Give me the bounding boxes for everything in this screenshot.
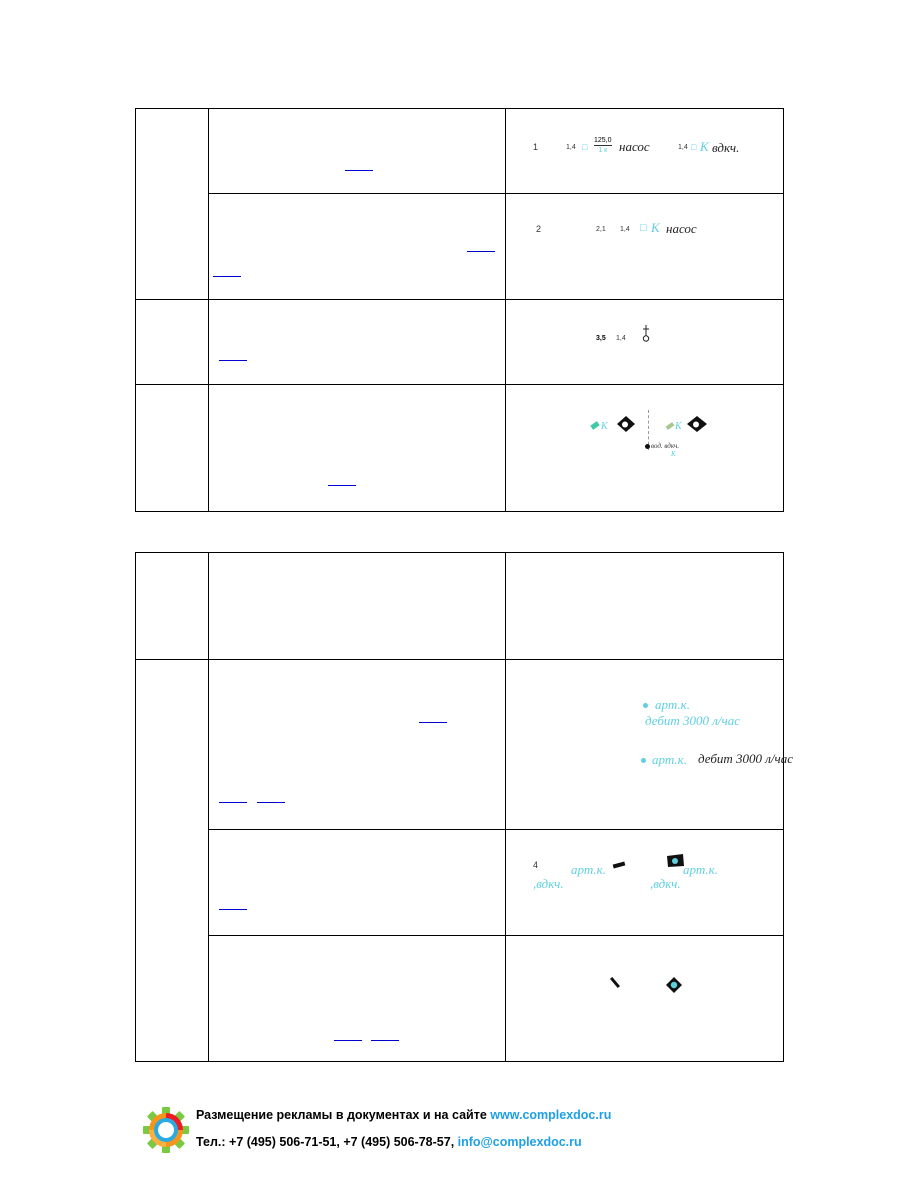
description-cell xyxy=(209,300,506,385)
label-debit: дебит 3000 л/час xyxy=(645,713,741,728)
spring-symbol-icon xyxy=(613,862,626,869)
description-cell xyxy=(209,936,506,1062)
figure-cell xyxy=(506,194,784,300)
number-cell xyxy=(136,553,209,660)
dot-icon xyxy=(641,758,646,763)
label-vdkch: вдкч. xyxy=(712,140,740,155)
reference-link[interactable] xyxy=(371,1040,399,1041)
figure-value: 3,5 xyxy=(596,335,606,342)
well-symbol-icon xyxy=(641,325,651,343)
label-k: К xyxy=(675,421,682,432)
gear-logo-icon xyxy=(142,1106,190,1154)
number-cell xyxy=(136,660,209,1062)
figure-cell xyxy=(506,936,784,1062)
spring-symbol-icon xyxy=(610,977,620,988)
table-row xyxy=(136,194,784,300)
figure-cell xyxy=(506,553,784,660)
figure-number: 1 xyxy=(533,142,539,152)
label-k: К xyxy=(651,220,660,235)
number-cell xyxy=(136,109,209,300)
label-art-k: арт.к. xyxy=(655,697,690,712)
figure-value: 2,1 xyxy=(596,226,606,233)
site-link[interactable]: www.complexdoc.ru xyxy=(490,1108,612,1122)
footer-phone-text: Тел.: +7 (495) 506-71-51, +7 (495) 506-78-57, xyxy=(196,1135,458,1149)
label-k: К xyxy=(671,450,676,458)
label-pump: насос xyxy=(619,139,650,154)
footer-line-1 xyxy=(196,1108,611,1122)
description-cell xyxy=(209,109,506,194)
figure-cell xyxy=(506,109,784,194)
figure-value: 1,4 xyxy=(566,144,576,151)
reference-link[interactable] xyxy=(219,909,247,910)
figure-number: 4 xyxy=(533,860,539,870)
dot-icon xyxy=(645,444,650,449)
number-cell xyxy=(136,385,209,512)
table-row xyxy=(136,660,784,830)
table-row xyxy=(136,109,784,194)
footer-ad-text: Размещение рекламы в документах и на сайте xyxy=(196,1108,491,1122)
label-art-k: арт.к. xyxy=(652,752,687,767)
figure-cell xyxy=(506,830,784,936)
figure-value: 1,4 xyxy=(616,335,626,342)
reference-link[interactable] xyxy=(219,802,247,803)
table-row xyxy=(136,553,784,660)
table-row xyxy=(136,936,784,1062)
table-row xyxy=(136,385,784,512)
description-cell xyxy=(209,194,506,300)
square-symbol-icon: □ xyxy=(691,142,697,152)
spring-diamond-icon xyxy=(686,415,708,433)
table-row xyxy=(136,830,784,936)
reference-link[interactable] xyxy=(345,170,373,171)
figure-cell xyxy=(506,300,784,385)
label-k: К xyxy=(700,139,709,154)
reference-link[interactable] xyxy=(257,802,285,803)
reference-link[interactable] xyxy=(328,485,356,486)
number-cell xyxy=(136,300,209,385)
reference-link[interactable] xyxy=(219,360,247,361)
advertising-footer xyxy=(140,1103,660,1163)
description-cell xyxy=(209,660,506,830)
label-water-vdkch: вод. вдкч. xyxy=(651,442,680,450)
reference-link[interactable] xyxy=(419,722,447,723)
square-symbol-icon: □ xyxy=(582,142,588,152)
table-row xyxy=(136,300,784,385)
fraction-bottom: 1 к xyxy=(598,147,608,154)
symbols-table-2 xyxy=(135,552,794,1062)
figure-value: 1,4 xyxy=(620,226,630,233)
figure-number: 2 xyxy=(536,224,542,234)
fraction xyxy=(594,136,612,155)
description-cell xyxy=(209,830,506,936)
label-pump: насос xyxy=(666,221,697,236)
label-art-k: арт.к. xyxy=(683,862,718,877)
reference-link[interactable] xyxy=(467,251,495,252)
label-art-k: арт.к. xyxy=(571,862,606,877)
fraction-top: 125,0 xyxy=(594,137,612,144)
spring-diamond-icon xyxy=(616,415,636,433)
spring-square-icon xyxy=(665,854,685,868)
description-cell xyxy=(209,553,506,660)
email-link[interactable]: info@complexdoc.ru xyxy=(457,1135,582,1149)
reference-link[interactable] xyxy=(334,1040,362,1041)
description-cell xyxy=(209,385,506,512)
label-debit: ,вдкч. xyxy=(650,876,681,891)
figure-cell xyxy=(506,385,784,512)
label-vdkch: дебит 3000 л/час xyxy=(698,751,794,766)
footer-line-2 xyxy=(196,1135,582,1149)
reference-link[interactable] xyxy=(213,276,241,277)
figure-cell xyxy=(506,660,794,830)
spring-symbol-icon xyxy=(666,422,675,430)
label-k: К xyxy=(601,421,608,432)
spring-symbol-icon xyxy=(590,421,599,430)
label-debit: ,вдкч. xyxy=(533,876,564,891)
dot-icon xyxy=(643,703,648,708)
symbols-table-1 xyxy=(135,108,784,512)
spring-diamond-icon xyxy=(665,976,683,994)
figure-value: 1,4 xyxy=(678,144,688,151)
square-symbol-icon: □ xyxy=(640,222,647,234)
